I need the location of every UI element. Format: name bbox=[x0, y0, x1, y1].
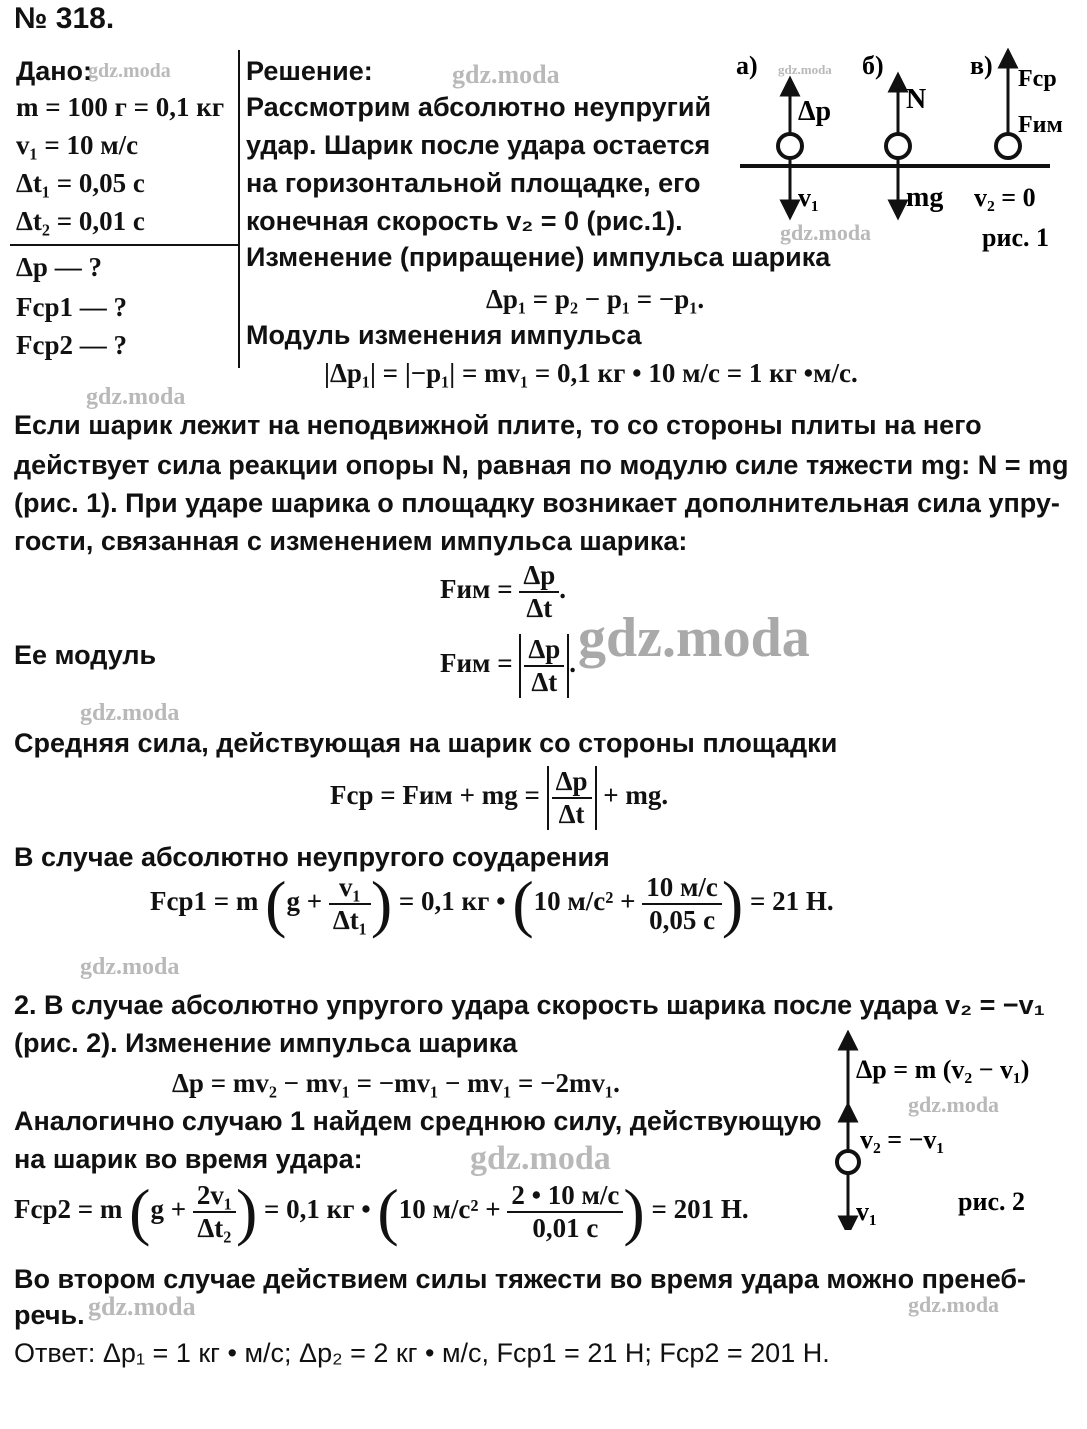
fraction: $\frac{\Delta p}{\Delta t}$ bbox=[552, 766, 592, 830]
note-line: речь. bbox=[14, 1300, 85, 1330]
case2-line: (рис. 2). Изменение импульса шарика bbox=[14, 1028, 518, 1058]
eq-avg-right: + mg. bbox=[603, 780, 669, 811]
given-vertical-divider bbox=[238, 50, 240, 368]
intro-line: на горизонтальной площадке, его bbox=[246, 168, 701, 198]
intro-line: удар. Шарик после удара остается bbox=[246, 130, 711, 160]
eq-fim-mod-left: Fим = bbox=[440, 648, 513, 679]
fig2-dp-label: Δp = m (v₂ − v₁) bbox=[856, 1055, 1030, 1084]
ball-a bbox=[778, 134, 802, 158]
eq-case1: Fср1 = m (g + $\frac{\text{v₁}}{\text{Δt₁}}$ ) = 0,1 кг • (10 м/с² + $\frac{10 м/с}{0,05 с}$ ) = 21 Н. bbox=[150, 868, 834, 939]
note-line: Во втором случае действием силы тяжести во время удара можно пренеб- bbox=[14, 1264, 1027, 1294]
watermark: gdz.moda bbox=[86, 384, 186, 410]
fig1-dp-label: Δp bbox=[798, 96, 832, 127]
eq-fim-left: Fим = bbox=[440, 574, 513, 605]
eq-case2: Fср2 = m (g + $\frac{\text{2v₁}}{\text{Δt₂}}$ ) = 0,1 кг • (10 м/с² + $\frac{2 • 10 м/с}{0,01 с}$ ) = 201 Н. bbox=[14, 1176, 749, 1247]
fraction: $\frac{\Delta p}{\Delta t}$ bbox=[519, 560, 559, 624]
case1-title: В случае абсолютно неупругого соударения bbox=[14, 842, 610, 872]
eq-avg-left: Fср = Fим + mg = bbox=[330, 780, 540, 811]
watermark: gdz.moda bbox=[780, 220, 872, 245]
watermark: gdz.moda bbox=[80, 700, 180, 726]
fig2-v1-label: v₁ bbox=[856, 1197, 877, 1226]
intro-line: конечная скорость v₂ = 0 (рис.1). bbox=[246, 206, 683, 236]
unknown-line: Δp — ? bbox=[16, 252, 102, 282]
given-line: v₁ = 10 м/с bbox=[16, 130, 139, 160]
eq-change: Δp₁ = p₂ − p₁ = −p₁. bbox=[486, 284, 705, 314]
ball-c bbox=[996, 134, 1020, 158]
fraction: $\frac{\Delta p}{\Delta t}$ bbox=[524, 634, 564, 698]
answer: Ответ: Δp₁ = 1 кг • м/с; Δp₂ = 2 кг • м/с, Fср1 = 21 Н; Fср2 = 201 Н. bbox=[14, 1338, 830, 1368]
solution-title: Решение: bbox=[246, 56, 373, 86]
watermark: gdz.moda bbox=[470, 1140, 611, 1177]
fraction: $\frac{2 • 10 м/с}{0,01 с}$ bbox=[507, 1180, 623, 1244]
watermark: gdz.moda bbox=[80, 954, 180, 980]
fraction: $\frac{\text{v₁}}{\text{Δt₁}}$ bbox=[329, 872, 371, 936]
eq-modulus: |Δp₁| = |−p₁| = mv₁ = 0,1 кг • 10 м/с = 1 кг •м/с. bbox=[324, 358, 858, 388]
given-line: Δt₂ = 0,01 с bbox=[16, 206, 145, 236]
fig1-mg-label: mg bbox=[906, 182, 944, 213]
given-divider bbox=[10, 244, 238, 246]
watermark: gdz.moda bbox=[908, 1092, 1000, 1117]
figure-1 bbox=[730, 48, 1075, 258]
fig1-fsr-label: Fср bbox=[1018, 66, 1057, 92]
given-line: m = 100 г = 0,1 кг bbox=[16, 92, 225, 122]
watermark: gdz.moda bbox=[908, 1292, 1000, 1317]
para-line: (рис. 1). При ударе шарика о площадку возникает дополнительная сила упру- bbox=[14, 488, 1060, 518]
unknown-line: Fср2 — ? bbox=[16, 330, 127, 360]
fig1-label-b: б) bbox=[862, 51, 884, 80]
eq-fim-modulus: Fим = $\frac{\Delta p}{\Delta t}$ . bbox=[440, 634, 577, 697]
modulus-title: Модуль изменения импульса bbox=[246, 320, 642, 350]
problem-number: № 318. bbox=[14, 2, 115, 35]
case2-text-line: Аналогично случаю 1 найдем среднюю силу, действующую bbox=[14, 1106, 822, 1136]
unknown-line: Fср1 — ? bbox=[16, 292, 127, 322]
fig2-v2-label: v₂ = −v₁ bbox=[860, 1125, 945, 1154]
watermark: gdz.moda bbox=[88, 60, 171, 82]
watermark: gdz.moda bbox=[88, 1292, 196, 1321]
given-line: Δt₁ = 0,05 с bbox=[16, 168, 145, 198]
fraction: $\frac{\text{2v₁}}{\text{Δt₂}}$ bbox=[193, 1180, 236, 1244]
fig1-v1-label: v₁ bbox=[798, 183, 819, 212]
fig1-label-v: в) bbox=[970, 51, 993, 80]
fig1-caption: рис. 1 bbox=[982, 223, 1049, 252]
figure-2 bbox=[826, 1030, 1076, 1230]
case2-line: 2. В случае абсолютно упругого удара скорость шарика после удара v₂ = −v₁ bbox=[14, 990, 1045, 1020]
fraction: $\frac{10 м/с}{0,05 с}$ bbox=[642, 872, 722, 936]
intro-line: Рассмотрим абсолютно неупругий bbox=[246, 92, 712, 122]
ball bbox=[837, 1151, 859, 1173]
avg-force-title: Средняя сила, действующая на шарик со стороны площадки bbox=[14, 728, 838, 758]
para-line: Если шарик лежит на неподвижной плите, то со стороны плиты на него bbox=[14, 410, 982, 440]
watermark: gdz.moda bbox=[578, 607, 810, 669]
eq-avg bbox=[330, 766, 668, 830]
eq-fim: Fим = $\frac{\Delta p}{\Delta t}$ . bbox=[440, 560, 567, 623]
ball-b bbox=[886, 134, 910, 158]
fig2-caption: рис. 2 bbox=[958, 1187, 1025, 1216]
given-title: Дано: bbox=[16, 56, 93, 86]
modulus-label: Ее модуль bbox=[14, 640, 157, 670]
fig1-n-label: N bbox=[906, 84, 927, 115]
para-line: гости, связанная с изменением импульса шарика: bbox=[14, 526, 688, 556]
fig1-v2-label: v₂ = 0 bbox=[974, 183, 1036, 212]
change-title: Изменение (приращение) импульса шарика bbox=[246, 242, 831, 272]
watermark: gdz.moda bbox=[778, 62, 832, 77]
eq2-change: Δp = mv₂ − mv₁ = −mv₁ − mv₁ = −2mv₁. bbox=[172, 1068, 620, 1098]
para-line: действует сила реакции опоры N, равная по модулю силе тяжести mg: N = mg bbox=[14, 450, 1069, 480]
case2-text-line: на шарик во время удара: bbox=[14, 1144, 363, 1174]
fig1-fim-label: Fим bbox=[1018, 112, 1063, 138]
watermark: gdz.moda bbox=[452, 60, 560, 89]
fig1-label-a: а) bbox=[736, 51, 758, 80]
